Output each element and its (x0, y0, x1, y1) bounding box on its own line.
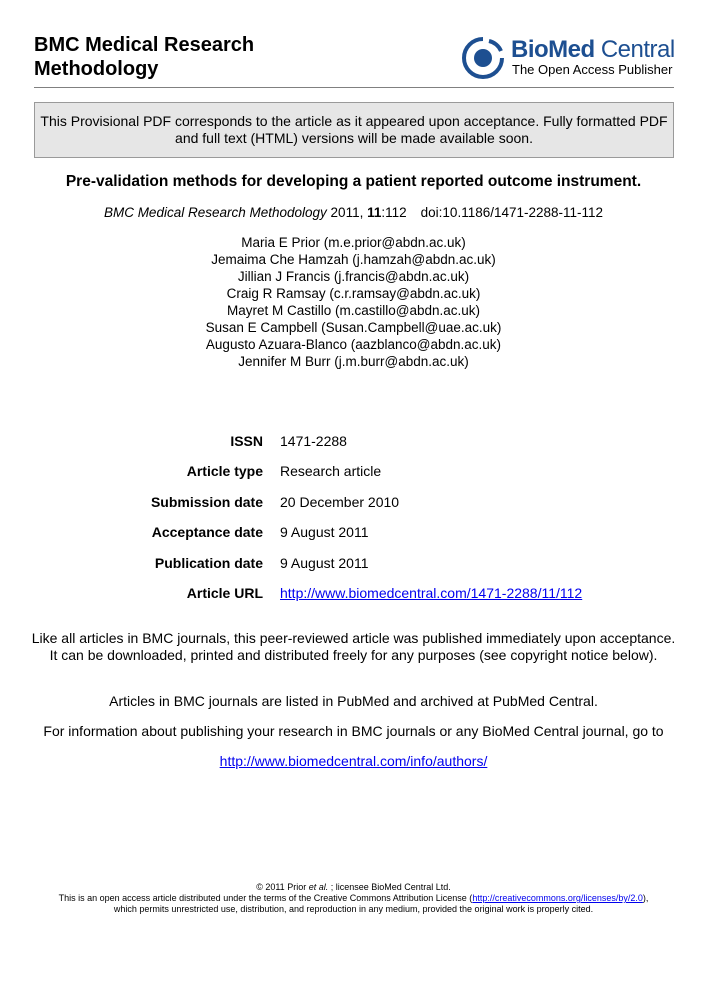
meta-value: 9 August 2011 (280, 524, 369, 540)
license-pre: This is an open access article distributed under the terms of the Creative Commons Attribution License ( (58, 893, 473, 903)
author-item: Craig R Ramsay (c.r.ramsay@abdn.ac.uk) (226, 286, 481, 301)
citation-journal: BMC Medical Research Methodology (103, 205, 327, 220)
provisional-notice: This Provisional PDF corresponds to the article as it appeared upon acceptance. Fully formatted PDF and full text (HTML) versions will be made available soon. (34, 102, 674, 158)
citation-doi: doi:10.1186/1471-2288-11-112 (420, 205, 604, 220)
article-citation (0, 205, 707, 220)
meta-label: Submission date (150, 494, 263, 510)
meta-acceptance-date (0, 524, 707, 544)
author-item: Maria E Prior (m.e.prior@abdn.ac.uk) (241, 235, 466, 250)
pubmed-paragraph: Articles in BMC journals are listed in PubMed and archived at PubMed Central. (109, 693, 598, 709)
header-divider (34, 87, 674, 88)
license-link[interactable]: http://creativecommons.org/licenses/by/2.0 (472, 893, 643, 903)
meta-article-type (0, 463, 707, 483)
author-item: Augusto Azuara-Blanco (aazblanco@abdn.ac.uk) (205, 337, 502, 352)
meta-value: 20 December 2010 (280, 494, 400, 510)
article-url-link[interactable]: http://www.biomedcentral.com/1471-2288/11/112 (280, 585, 583, 601)
author-item: Susan E Campbell (Susan.Campbell@uae.ac.uk) (205, 320, 502, 335)
copyright-pre: © 2011 Prior (256, 882, 309, 892)
logo-brand-light: Central (594, 36, 675, 63)
copyright-post: ; licensee BioMed Central Ltd. (328, 882, 451, 892)
meta-label: Article URL (186, 585, 263, 601)
article-title: Pre-validation methods for developing a patient reported outcome instrument. (65, 173, 642, 190)
copyright-etal: et al. (308, 882, 329, 892)
open-access-paragraph: Like all articles in BMC journals, this peer-reviewed article was published immediately upon acceptance. It can be downloaded, printed and distributed freely for any purposes (see copyright notice below). (31, 630, 676, 663)
author-item: Jemaima Che Hamzah (j.hamzah@abdn.ac.uk) (211, 252, 496, 267)
meta-value: Research article (280, 463, 382, 479)
license-line (0, 893, 707, 904)
logo-tagline: The Open Access Publisher (512, 62, 673, 77)
journal-name (34, 33, 254, 81)
authors-info-link-wrap (30, 753, 677, 770)
logo-brand-bold: BioMed (511, 36, 595, 63)
citation-year: 2011, (326, 205, 368, 220)
meta-submission-date (0, 494, 707, 514)
license-post: ), (642, 893, 649, 903)
meta-article-url (0, 585, 707, 605)
journal-name-line2: Methodology (34, 58, 159, 80)
meta-label: Article type (186, 463, 263, 479)
journal-name-line1: BMC Medical Research (34, 34, 255, 56)
author-item: Jillian J Francis (j.francis@abdn.ac.uk) (237, 269, 470, 284)
meta-issn (0, 433, 707, 453)
copyright-footer (0, 882, 707, 915)
author-item: Mayret M Castillo (m.castillo@abdn.ac.uk) (226, 303, 481, 318)
author-item: Jennifer M Burr (j.m.burr@abdn.ac.uk) (238, 354, 469, 369)
biomed-central-logo (459, 36, 674, 80)
license-line2: which permits unrestricted use, distribution, and reproduction in any medium, provided the original work is properly cited. (113, 904, 594, 914)
logo-brand-text (511, 37, 675, 63)
publishing-info-paragraph: For information about publishing your research in BMC journals or any BioMed Central journal, go to (43, 723, 664, 739)
citation-volume: 11 (367, 205, 382, 220)
biomed-central-logo-icon (459, 36, 509, 80)
meta-label: Publication date (154, 555, 263, 571)
meta-value: 9 August 2011 (280, 555, 369, 571)
author-list (0, 234, 707, 370)
authors-info-link[interactable]: http://www.biomedcentral.com/info/authors/ (219, 753, 488, 769)
citation-page: :112 (381, 205, 407, 220)
meta-label: ISSN (230, 433, 263, 449)
meta-publication-date (0, 555, 707, 575)
meta-label: Acceptance date (151, 524, 263, 540)
copyright-line (0, 882, 707, 893)
meta-value: 1471-2288 (280, 433, 347, 449)
